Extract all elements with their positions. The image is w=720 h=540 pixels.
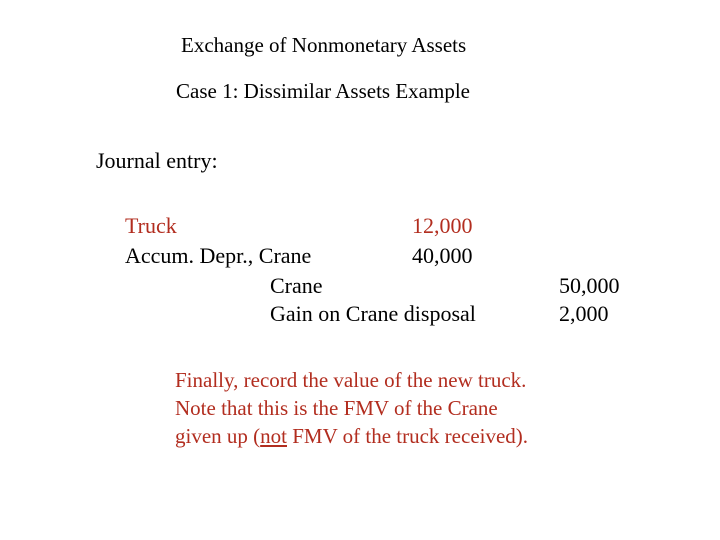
credit-account-crane: Crane <box>270 273 323 298</box>
journal-entry-label: Journal entry: <box>96 148 218 173</box>
debit-amount-accum-depr: 40,000 <box>412 243 473 268</box>
debit-account-accum-depr: Accum. Depr., Crane <box>125 243 312 268</box>
slide-title: Exchange of Nonmonetary Assets <box>181 33 467 57</box>
debit-amount-truck: 12,000 <box>412 213 473 238</box>
slide-subtitle: Case 1: Dissimilar Assets Example <box>176 79 470 103</box>
note-emphasis-not: not <box>260 424 287 448</box>
explanation-note <box>175 366 528 450</box>
note-line-1: Finally, record the value of the new truck. <box>175 368 527 392</box>
note-line-3-start: given up ( <box>175 424 261 448</box>
credit-amount-crane: 50,000 <box>559 273 620 298</box>
credit-amount-gain: 2,000 <box>559 301 609 326</box>
note-line-3-end: FMV of the truck received). <box>287 424 529 448</box>
note-line-3 <box>175 422 528 450</box>
credit-account-gain: Gain on Crane disposal <box>270 301 476 326</box>
note-line-2: Note that this is the FMV of the Crane <box>175 396 498 420</box>
debit-account-truck: Truck <box>125 213 177 238</box>
